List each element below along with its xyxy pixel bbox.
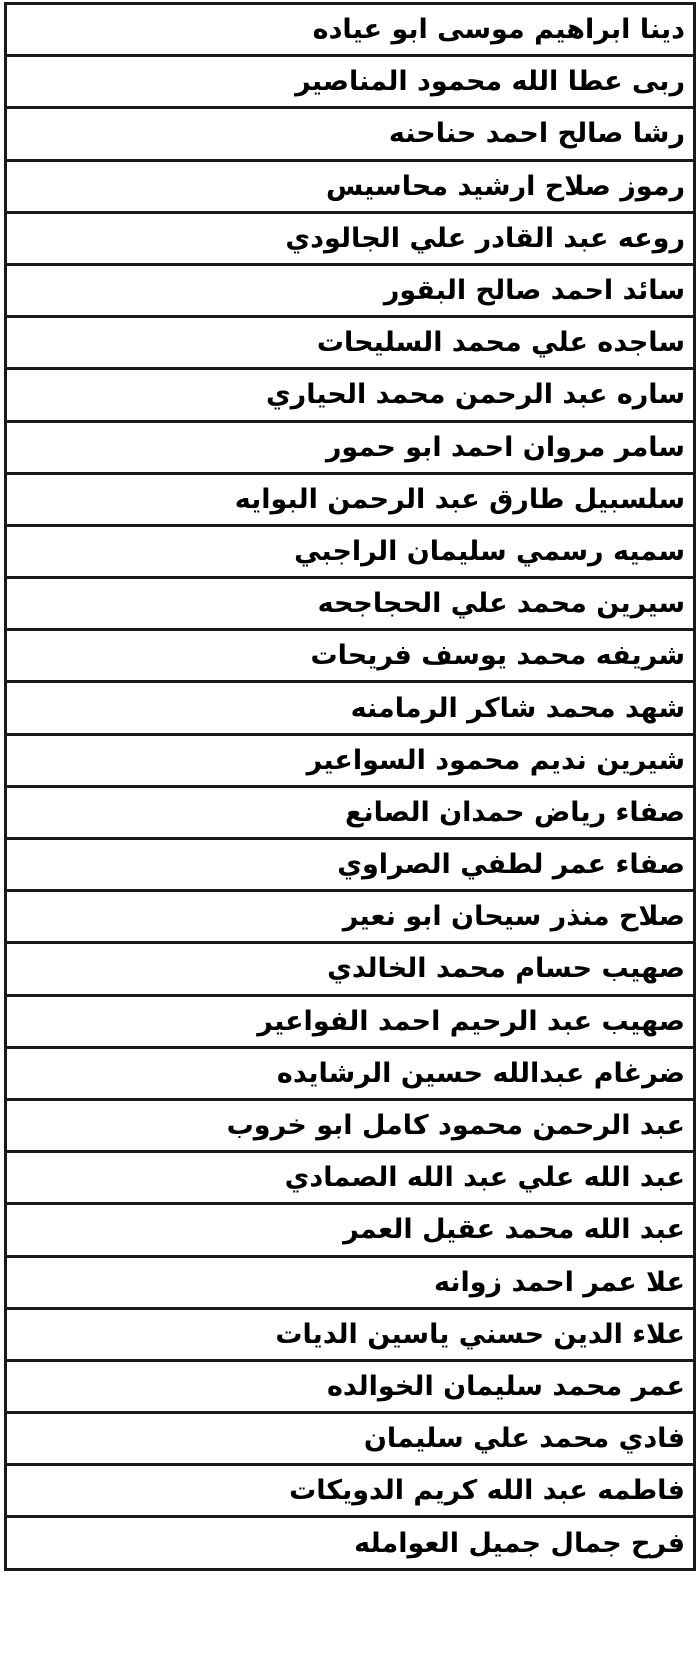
name-cell: سميه رسمي سليمان الراجبي xyxy=(6,525,695,577)
table-row xyxy=(6,1099,695,1151)
name-cell: شهد محمد شاكر الرمامنه xyxy=(6,682,695,734)
table-row xyxy=(6,160,695,212)
name-cell: سامر مروان احمد ابو حمور xyxy=(6,421,695,473)
table-row xyxy=(6,630,695,682)
table-row xyxy=(6,734,695,786)
name-cell: شيرين نديم محمود السواعير xyxy=(6,734,695,786)
table-row xyxy=(6,4,695,56)
names-table xyxy=(4,2,696,1571)
name-cell: دينا ابراهيم موسى ابو عياده xyxy=(6,4,695,56)
name-cell: ساجده علي محمد السليحات xyxy=(6,317,695,369)
name-cell: علا عمر احمد زوانه xyxy=(6,1256,695,1308)
table-row xyxy=(6,1256,695,1308)
table-row xyxy=(6,369,695,421)
name-cell: صهيب حسام محمد الخالدي xyxy=(6,943,695,995)
table-row xyxy=(6,1047,695,1099)
name-cell: ضرغام عبدالله حسين الرشايده xyxy=(6,1047,695,1099)
name-cell: صفاء عمر لطفي الصراوي xyxy=(6,839,695,891)
name-cell: صهيب عبد الرحيم احمد الفواعير xyxy=(6,995,695,1047)
table-row xyxy=(6,1360,695,1412)
table-row xyxy=(6,1308,695,1360)
name-cell: سيرين محمد علي الحجاجحه xyxy=(6,578,695,630)
name-cell: عبد الرحمن محمود كامل ابو خروب xyxy=(6,1099,695,1151)
table-row xyxy=(6,682,695,734)
table-row xyxy=(6,212,695,264)
name-cell: سائد احمد صالح البقور xyxy=(6,264,695,316)
table-row xyxy=(6,943,695,995)
table-row xyxy=(6,786,695,838)
name-cell: روعه عبد القادر علي الجالودي xyxy=(6,212,695,264)
name-cell: سلسبيل طارق عبد الرحمن البوايه xyxy=(6,473,695,525)
table-row xyxy=(6,1465,695,1517)
table-row xyxy=(6,317,695,369)
table-row xyxy=(6,56,695,108)
names-table-body xyxy=(6,4,695,1570)
name-cell: شريفه محمد يوسف فريحات xyxy=(6,630,695,682)
name-cell: رموز صلاح ارشيد محاسيس xyxy=(6,160,695,212)
name-cell: صفاء رياض حمدان الصانع xyxy=(6,786,695,838)
name-cell: فرح جمال جميل العوامله xyxy=(6,1517,695,1569)
table-row xyxy=(6,1413,695,1465)
name-cell: ساره عبد الرحمن محمد الحياري xyxy=(6,369,695,421)
table-row xyxy=(6,473,695,525)
table-row xyxy=(6,839,695,891)
table-row xyxy=(6,1152,695,1204)
table-row xyxy=(6,108,695,160)
name-cell: رشا صالح احمد حناحنه xyxy=(6,108,695,160)
name-cell: صلاح منذر سيحان ابو نعير xyxy=(6,891,695,943)
name-cell: فادي محمد علي سليمان xyxy=(6,1413,695,1465)
table-row xyxy=(6,891,695,943)
name-cell: عمر محمد سليمان الخوالده xyxy=(6,1360,695,1412)
table-row xyxy=(6,1204,695,1256)
table-row xyxy=(6,421,695,473)
table-row xyxy=(6,995,695,1047)
table-row xyxy=(6,1517,695,1569)
name-cell: علاء الدين حسني ياسين الديات xyxy=(6,1308,695,1360)
table-row xyxy=(6,264,695,316)
name-cell: عبد الله محمد عقيل العمر xyxy=(6,1204,695,1256)
table-row xyxy=(6,525,695,577)
table-row xyxy=(6,578,695,630)
name-cell: فاطمه عبد الله كريم الدويكات xyxy=(6,1465,695,1517)
name-cell: ربى عطا الله محمود المناصير xyxy=(6,56,695,108)
name-cell: عبد الله علي عبد الله الصمادي xyxy=(6,1152,695,1204)
